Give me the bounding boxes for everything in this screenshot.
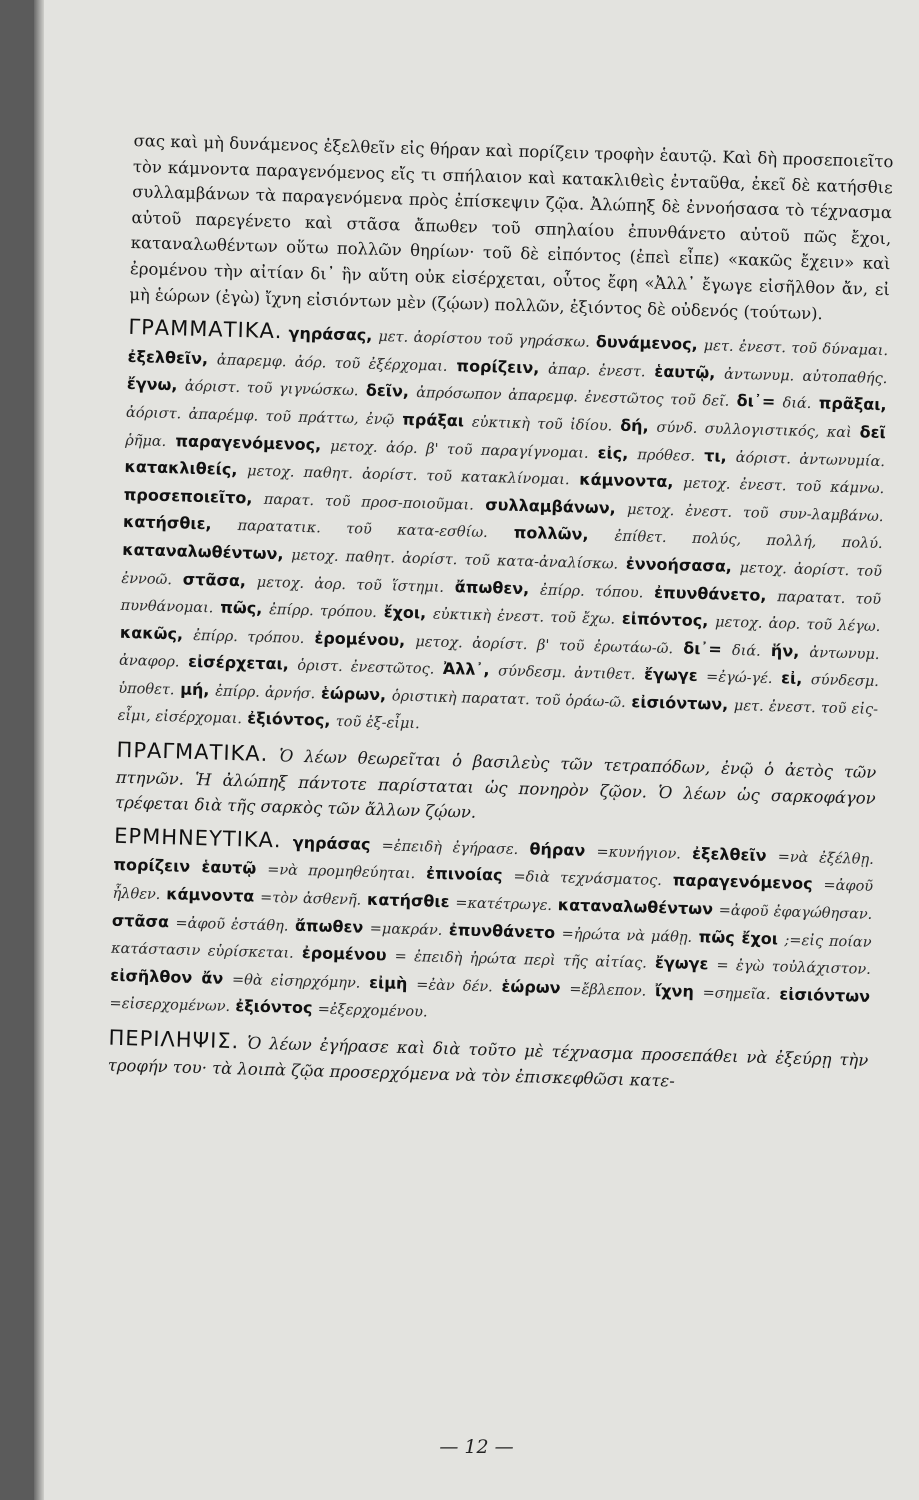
term-explanation: ἐπίθετ. πολύς, πολλή, πολύ. <box>614 528 883 553</box>
term: εἰσέρχεται, <box>187 652 290 674</box>
term-explanation: ἀντωνυμ. ἀναφορ. <box>118 644 880 671</box>
term: κάμνοντα <box>165 884 255 906</box>
ermineftika-section <box>109 824 874 1039</box>
ermineftika-entries <box>109 833 874 1021</box>
ermineftika-heading: ΕΡΜΗΝΕΥΤΙΚΑ. <box>113 823 282 853</box>
term: δι᾽= <box>682 638 723 659</box>
term-explanation: = ἐπειδὴ ἠρώτα περὶ τῆς αἰτίας. <box>394 948 648 972</box>
term: στᾶσα, <box>182 569 247 590</box>
term-explanation: ἐπίρρ. τόπου. <box>539 582 644 601</box>
term: ἐπυνθάνετο <box>448 919 556 942</box>
term-explanation: ἀπαρεμφ. ἀόρ. τοῦ ἐξέρχομαι. <box>216 352 448 375</box>
pragmatika-section <box>115 738 877 837</box>
term-explanation: ἀπρόσωπον ἀπαρεμφ. ἐνεστῶτος τοῦ δεῖ. <box>416 385 730 411</box>
term-explanation: μετ. ἀορίστου τοῦ γηράσκω. <box>378 329 591 351</box>
term-explanation: ὁριστ. ἐνεστῶτος. <box>297 658 435 678</box>
term-explanation: μετ. ἐνεστ. τοῦ δύναμαι. <box>703 338 889 360</box>
term-explanation: =τὸν ἀσθενῆ. <box>259 889 362 909</box>
term-explanation: =διὰ τεχνάσματος. <box>513 869 663 890</box>
term: ἑώρων, <box>320 683 387 705</box>
term-explanation: ;=εἰς ποίαν κατάστασιν εὑρίσκεται. <box>110 932 872 962</box>
term: ἐννοήσασα, <box>625 553 733 576</box>
term-explanation: ἀόριστ. ἀντωνυμία. <box>735 449 886 470</box>
term: εἰσιόντων <box>779 984 871 1006</box>
term-explanation: =ἀφοῦ ἐστάθη. <box>175 915 289 935</box>
term: ἐπυνθάνετο, <box>653 582 767 605</box>
term: ἴχνη <box>654 980 695 1001</box>
term: κακῶς, <box>119 622 184 644</box>
term-explanation: =ἀφοῦ ἐφαγώθησαν. <box>718 902 873 923</box>
perilipsis-text: Ὁ λέων ἐγήρασε καὶ διὰ τοῦτο μὲ τέχνασμα προσεπάθει νὰ ἐξεύρῃ τὴν τροφήν του· τὰ λοιπὰ ζῷα προσερχόμενα νὰ τὸν ἐπισκεφθῶσι κατε- <box>107 1033 869 1091</box>
term: ἄπωθεν, <box>454 576 530 598</box>
term: ἔγνω, <box>126 374 178 395</box>
term-explanation: ῥῆμα. <box>125 432 167 450</box>
term: ἔγωγε <box>654 953 709 974</box>
term-explanation: ὁριστικὴ παρατατ. τοῦ ὁράω-ῶ. <box>391 688 626 711</box>
page-text-block <box>107 128 893 1099</box>
perilipsis-heading: ΠΕΡΙΛΗΨΙΣ. <box>108 1025 240 1054</box>
term: ἥν, <box>770 640 800 661</box>
term-explanation: μετ. ἐνεστ. τοῦ εἰς-εἶμι, εἰσέρχομαι. <box>117 697 879 728</box>
term-explanation: παρατατικ. τοῦ κατα-εσθίω. <box>237 518 488 542</box>
term: ἐξιόντος, <box>247 708 331 731</box>
term-explanation: μετοχ. παθητ. ἀορίστ. τοῦ κατα-ἀναλίσκω. <box>290 547 619 573</box>
term: καταναλωθέντων <box>557 895 714 919</box>
term: ἑώρων <box>501 976 561 998</box>
term: ἐξιόντος <box>235 996 313 1018</box>
term: παραγενόμενος, <box>175 430 322 454</box>
term-explanation: =κυνήγιον. <box>596 844 682 863</box>
term-explanation: μετοχ. ἀορίστ. τοῦ ἐννοῶ. <box>121 559 883 588</box>
term-explanation: =εἰσερχομένων. <box>109 996 231 1016</box>
term: ἔγωγε <box>643 664 698 686</box>
term: πῶς ἔχοι <box>698 926 779 948</box>
term-explanation: εὐκτικὴ τοῦ ἰδίου. <box>471 414 613 435</box>
term: Ἀλλ᾽, <box>442 659 490 680</box>
term-explanation: =ἐξερχομένου. <box>317 1001 428 1021</box>
term-explanation: ἀντωνυμ. αὐτοπαθής. <box>723 366 888 387</box>
term-explanation: =ἐὰν δέν. <box>415 977 493 996</box>
term-explanation: =μακράν. <box>369 920 443 939</box>
term-explanation: σύνδ. συλλογιστικός, καὶ <box>656 419 852 442</box>
term: ἔχοι, <box>383 602 427 623</box>
term-explanation: μετοχ. ἀορ. τοῦ λέγω. <box>714 614 881 636</box>
term-explanation: = ἐγὼ τοὐλάχιστον. <box>716 957 872 979</box>
term-explanation: =θὰ εἰσηρχόμην. <box>231 971 361 992</box>
term-explanation: τοῦ ἐξ-εἶμι. <box>335 714 420 733</box>
term: πολλῶν, <box>513 523 589 545</box>
term-explanation: ἀόριστ. τοῦ γιγνώσκω. <box>184 378 359 400</box>
term-explanation: παρατ. τοῦ προσ-ποιοῦμαι. <box>263 491 475 514</box>
term: θήραν <box>529 839 586 860</box>
term-explanation: σύνδεσμ. ἀντιθετ. <box>497 663 636 684</box>
term: παραγενόμενος <box>672 870 813 894</box>
term-explanation: =νὰ ἐξέλθῃ. <box>777 849 875 868</box>
term: πῶς, <box>219 597 263 618</box>
term: ἐπινοίας <box>425 863 503 886</box>
term-explanation: =ἠρώτα νὰ μάθῃ. <box>561 925 693 946</box>
page-number: — 12 — <box>439 1436 514 1458</box>
story-paragraph: σας καὶ μὴ δυνάμενος ἐξελθεῖν εἰς θήραν καὶ πορίζειν τροφὴν ἑαυτῷ. Καὶ δὴ προσεποιεῖτο τὸν κάμνοντα παραγενόμενος εἴς τι σπήλαιον καὶ κατακλιθεὶς ἐνταῦθα, ἐκεῖ δὲ κατήσθιε συλλαμβάνων τὰ παραγενόμενα πρὸς ἐπίσκεψιν ζῷα. Ἀλώπηξ δὲ ἐννοήσασα τὸ τέχνασμα αὐτοῦ παρεγένετο καὶ στᾶσα ἄπωθεν τοῦ σπηλαίου ἐπυνθάνετο αὐτοῦ πῶς ἔχοι, καταναλωθέντων οὕτω πολλῶν θηρίων· τοῦ δὲ εἰπόντος (ἐπεὶ εἶπε) «κακῶς ἔχειν» καὶ ἐρομένου τὴν αἰτίαν δι᾽ ἣν αὕτη οὐκ εἰσέρχεται, οὗτος ἔφη «Ἀλλ᾽ ἔγωγε εἰσῆλθον ἄν, εἰ μὴ ἑώρων (ἐγὼ) ἴχνη εἰσιόντων μὲν (ζῴων) πολλῶν, ἐξιόντος δὲ οὐδενός (τούτων). <box>129 130 894 323</box>
term: πορίζειν, <box>456 355 540 378</box>
pragmatika-text: Ὁ λέων θεωρεῖται ὁ βασιλεὺς τῶν τετραπόδων, ἐνῷ ὁ ἀετὸς τῶν πτηνῶν. Ἡ ἀλώπηξ πάντοτε παρίσταται ὡς πονηρὸν ζῷον. Ὁ λέων ὡς σαρκοφάγον τρέφεται διὰ τῆς σαρκὸς τῶν ἄλλων ζῴων. <box>114 746 877 823</box>
term: δι᾽= <box>736 391 776 412</box>
term-explanation: σύνδεσμ. ὑποθετ. <box>118 672 880 699</box>
term-explanation: μετοχ. ἀορ. τοῦ ἵστημι. <box>256 574 445 596</box>
term: εἰσῆλθον ἄν <box>110 965 224 988</box>
term: τι, <box>703 445 728 466</box>
grammatika-heading: ΓΡΑΜΜΑΤΙΚΑ. <box>128 315 283 344</box>
term: εἰσιόντων, <box>631 691 729 714</box>
term: ἑαυτῷ, <box>654 361 716 383</box>
term-explanation: =νὰ προμηθεύηται. <box>266 862 416 883</box>
term: δεῖν, <box>365 380 410 402</box>
term-explanation: μετοχ. ἀόρ. β' τοῦ παραγίγνομαι. <box>330 438 589 462</box>
pragmatika-heading: ΠΡΑΓΜΑΤΙΚΑ. <box>116 737 269 767</box>
term-explanation: μετοχ. παθητ. ἀορίστ. τοῦ κατακλίνομαι. <box>246 463 570 489</box>
term-explanation: εὐκτικὴ ἐνεστ. τοῦ ἔχω. <box>432 606 616 628</box>
term-explanation: ἐπίρρ. τρόπου. <box>268 602 378 622</box>
term-explanation: παρατατ. τοῦ πυνθάνομαι. <box>120 588 882 617</box>
term: εἰ, <box>780 668 803 689</box>
term-explanation: διά. <box>782 395 812 413</box>
term: στᾶσα <box>111 910 170 931</box>
grammatika-section <box>117 315 888 751</box>
term: γηράσας <box>292 832 371 854</box>
term-explanation: μετοχ. ἐνεστ. τοῦ κάμνω. <box>682 475 885 498</box>
grammatika-entries <box>117 324 888 733</box>
term-explanation: μετοχ. ἐνεστ. τοῦ συν-λαμβάνω. <box>626 501 884 525</box>
term-explanation: μετοχ. ἀορίστ. β' τοῦ ἐρωτάω-ῶ. <box>415 633 674 657</box>
term-explanation: =σημεῖα. <box>702 985 771 1003</box>
term: συλλαμβάνων, <box>484 494 616 518</box>
term-explanation: πρόθεσ. <box>637 446 696 465</box>
term: δυνάμενος, <box>595 332 698 354</box>
term: δεῖ <box>859 422 887 443</box>
term: ἄπωθεν <box>294 915 364 937</box>
term-explanation: διά. <box>731 642 762 660</box>
term-explanation: =ἀφοῦ ἦλθεν. <box>112 877 874 904</box>
term: προσεποιεῖτο, <box>123 484 253 508</box>
term-explanation: ἐπίρρ. ἀρνήσ. <box>214 683 316 703</box>
term-explanation: =κατέτρωγε. <box>455 895 553 915</box>
term-explanation: =ἐπειδὴ ἐγήρασε. <box>381 838 519 858</box>
term: εἰς, <box>597 442 629 463</box>
term: καταναλωθέντων, <box>121 539 284 564</box>
term: κατακλιθείς, <box>124 456 238 480</box>
term: κάμνοντα, <box>579 469 674 492</box>
term: ἐξελθεῖν, <box>127 346 209 368</box>
term-explanation: ἀόριστ. ἀπαρέμφ. τοῦ πράττω, ἐνῷ <box>125 404 395 429</box>
term: κατήσθιε <box>366 889 450 912</box>
term: εἰμὴ <box>368 972 408 993</box>
term: πορίζειν ἑαυτῷ <box>113 855 257 879</box>
term-explanation: ἐπίρρ. τρόπου. <box>192 627 305 647</box>
term: ἐρομένου <box>301 943 387 965</box>
term: εἰπόντος, <box>621 608 709 631</box>
term-explanation: ἀπαρ. ἐνεστ. <box>547 361 646 381</box>
book-page <box>34 0 919 1500</box>
term-explanation: =ἔβλεπον. <box>569 981 647 1000</box>
term: μή, <box>180 679 210 700</box>
term: δή, <box>619 415 649 436</box>
perilipsis-section <box>107 1026 868 1099</box>
term: ἐξελθεῖν <box>691 843 767 865</box>
term: πράξαι <box>402 409 465 431</box>
term: γηράσας, <box>288 323 373 345</box>
term: πρᾶξαι, <box>818 393 887 415</box>
term: κατήσθιε, <box>122 512 212 534</box>
term: ἐρομένου, <box>314 627 406 650</box>
term-explanation: =ἐγώ-γέ. <box>705 669 773 688</box>
